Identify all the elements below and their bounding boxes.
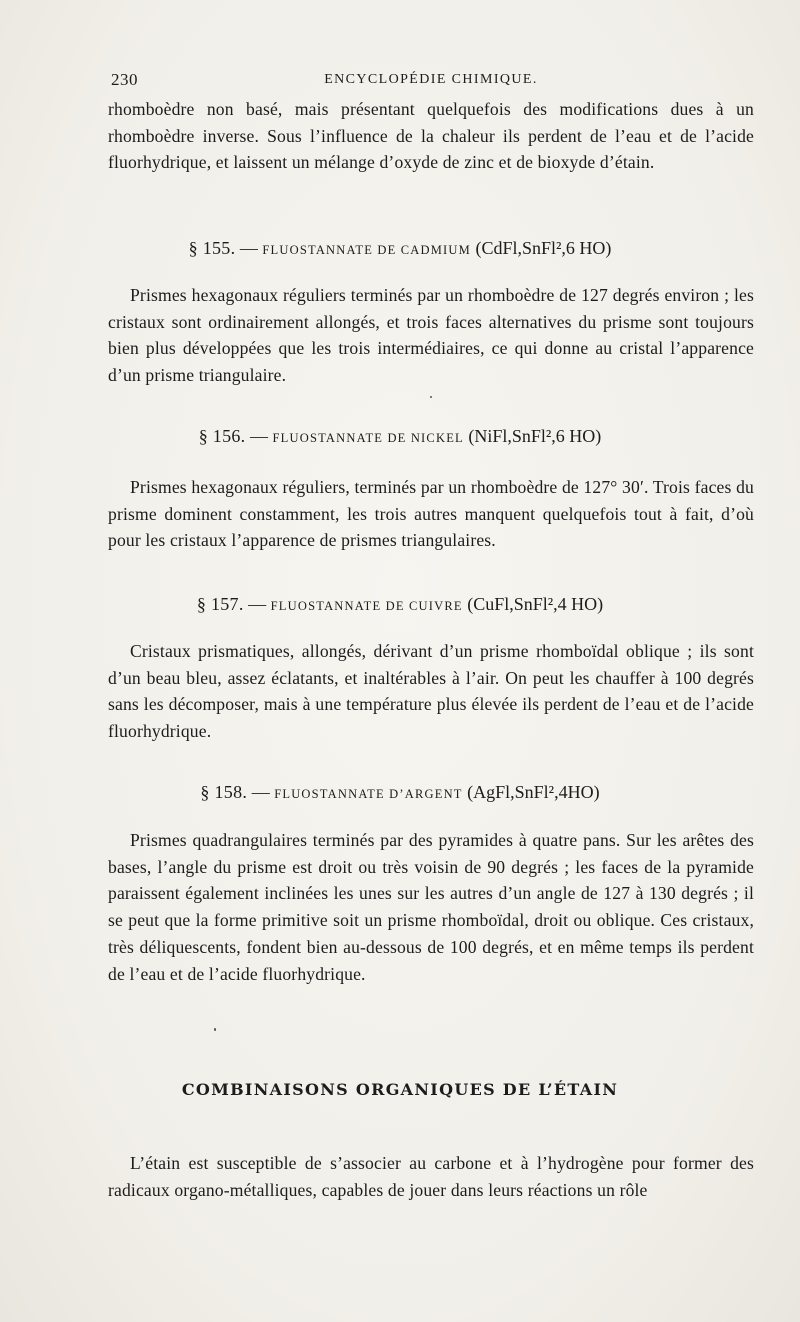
page-header	[108, 70, 754, 94]
chapter-paragraph: L’étain est susceptible de s’associer au carbone et à l’hydrogène pour former des radicaux organo-métalliques, capables de jouer dans leurs réactions un rôle	[108, 1153, 754, 1200]
section-text-block-157	[108, 638, 754, 745]
section-paragraph: Prismes quadrangulaires terminés par des pyramides à quatre pans. Sur les arêtes des bases, l’angle du prisme est droit ou très voisin de 90 degrés ; les faces de la pyramide paraissent également inclinées les unes sur les autres d’un angle de 127 à 130 degrés ; il se peut que la forme primitive soit un prisme rhomboïdal, droit ou oblique. Ces cristaux, très déliquescents, fondent bien au-dessous de 100 degrés, et en même temps ils perdent de l’eau et de l’acide fluorhydrique.	[108, 830, 754, 984]
section-paragraph: Prismes hexagonaux réguliers terminés par un rhomboèdre de 127 degrés environ ; les cristaux sont ordinairement allongés, et trois faces alternatives du prisme sont toujours bien plus développées que les trois intermédiaires, ce qui donne au cristal l’apparence d’un prisme triangulaire.	[108, 285, 754, 386]
page-number: 230	[111, 70, 138, 89]
section-heading-156	[0, 426, 800, 447]
section-paragraph: Cristaux prismatiques, allongés, dérivant d’un prisme rhomboïdal oblique ; ils sont d’un beau bleu, assez éclatants, et inaltérables à l’air. On peut les chauffer à 100 degrés sans les décomposer, mais à une température plus élevée ils perdent de l’eau et de l’acide fluorhydrique.	[108, 641, 754, 742]
running-title: ENCYCLOPÉDIE CHIMIQUE.	[324, 72, 538, 87]
section-heading-157	[0, 594, 800, 615]
section-name: FLUOSTANNATE D’ARGENT	[274, 787, 463, 801]
section-formula: (CdFl,SnFl²,6 HO)	[475, 238, 612, 258]
section-text-block-155	[108, 282, 754, 389]
print-speck	[430, 396, 432, 398]
intro-paragraph: rhomboèdre non basé, mais présentant quelquefois des modifications dues à un rhomboèdre inverse. Sous l’influence de la chaleur ils perdent de l’eau et de l’acide fluorhydrique, et laissent un mélange d’oxyde de zinc et de bioxyde d’étain.	[108, 99, 754, 173]
section-text-block-158	[108, 827, 754, 987]
section-number: § 157.	[196, 594, 244, 614]
section-dash: —	[245, 426, 273, 446]
section-number: § 156.	[198, 426, 246, 446]
section-text-block-156	[108, 474, 754, 554]
section-paragraph: Prismes hexagonaux réguliers, terminés par un rhomboèdre de 127° 30′. Trois faces du prisme dominent constamment, les trois autres manquent quelquefois tout à fait, d’où pour les cristaux l’apparence de prismes triangulaires.	[108, 477, 754, 551]
section-formula: (CuFl,SnFl²,4 HO)	[467, 594, 604, 614]
section-formula: (NiFl,SnFl²,6 HO)	[468, 426, 602, 446]
section-name: FLUOSTANNATE DE NICKEL	[272, 431, 464, 445]
chapter-title: COMBINAISONS ORGANIQUES DE L’ÉTAIN	[181, 1080, 619, 1099]
section-name: FLUOSTANNATE DE CADMIUM	[262, 243, 471, 257]
section-dash: —	[247, 782, 275, 802]
intro-paragraph-block	[108, 96, 754, 176]
print-speck	[214, 1028, 216, 1031]
section-number: § 155.	[188, 238, 236, 258]
section-name: FLUOSTANNATE DE CUIVRE	[270, 599, 463, 613]
section-heading-155	[0, 238, 800, 259]
section-number: § 158.	[200, 782, 248, 802]
section-heading-158	[0, 782, 800, 803]
section-dash: —	[243, 594, 271, 614]
chapter-text-block	[108, 1150, 754, 1203]
section-dash: —	[235, 238, 263, 258]
section-formula: (AgFl,SnFl²,4HO)	[467, 782, 600, 802]
